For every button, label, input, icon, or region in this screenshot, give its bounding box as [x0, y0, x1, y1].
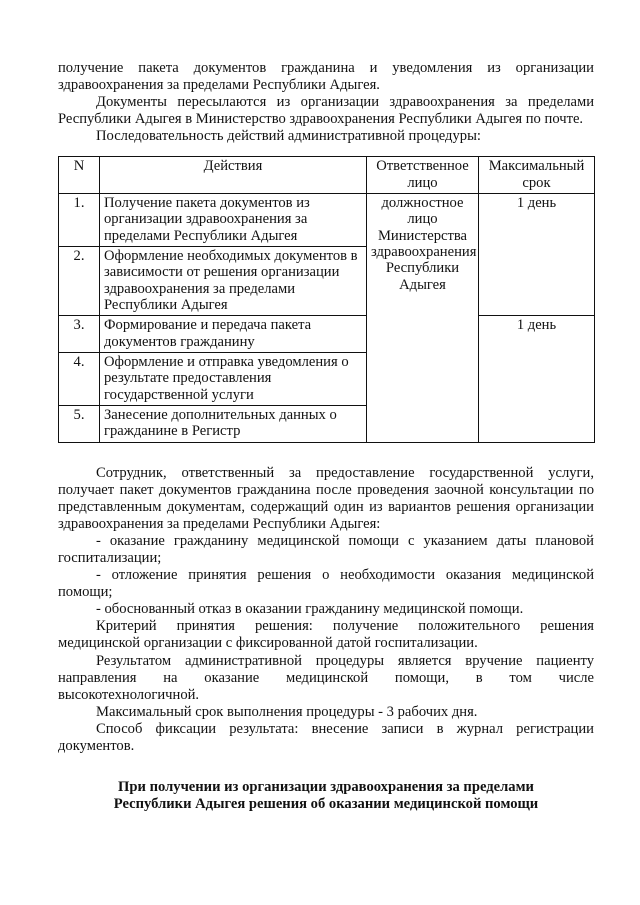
option-item: - отложение принятия решения о необходимости оказания медицинской помощи; [58, 567, 594, 601]
intro-paragraph-2-line-1: Документы пересылаются из организации здравоохранения за пределами [96, 94, 594, 111]
criterion-paragraph: Критерий принятия решения: получение положительного решения медицинской организации с фиксированной датой госпитализации. [58, 618, 594, 652]
row-number: 5. [59, 406, 100, 443]
table-header-row [59, 157, 595, 194]
row-number: 2. [59, 247, 100, 316]
section-title-line-2: Республики Адыгея решения об оказании медицинской помощи [113, 796, 539, 813]
intro-paragraph-2-line-2: Республики Адыгея в Министерство здравоохранения Республики Адыгея по почте. [58, 111, 584, 128]
employee-paragraph: Сотрудник, ответственный за предоставление государственной услуги, получает пакет документов гражданина после проведения заочной консультации по представленным документам, содержащий один из вариантов решения организации здравоохранения за пределами Республики Адыгея: [58, 464, 594, 532]
fixation-paragraph: Способ фиксации результата: внесение записи в журнал регистрации документов. [58, 720, 594, 754]
option-item: - обоснованный отказ в оказании гражданину медицинской помощи. [96, 601, 524, 618]
responsible-person-cell: должностное лицо Министерства здравоохранения Республики Адыгея [367, 194, 479, 443]
row-number: 3. [59, 316, 100, 353]
section-title [58, 779, 594, 814]
table-row [59, 316, 595, 353]
option-item: - оказание гражданину медицинской помощи с указанием даты плановой госпитализации; [58, 533, 594, 567]
row-action: Получение пакета документов из организации здравоохранения за пределами Республики Адыгея [100, 194, 367, 247]
result-paragraph-line-1: Результатом административной процедуры является вручение пациенту [96, 652, 594, 669]
row-action: Оформление и отправка уведомления о результате предоставления государственной услуги [100, 353, 367, 406]
row-term: 1 день [479, 194, 595, 316]
procedure-table [58, 156, 595, 443]
row-action: Оформление необходимых документов в зависимости от решения организации здравоохранения за пределами Республики Адыгея [100, 247, 367, 316]
max-term-paragraph: Максимальный срок выполнения процедуры - 3 рабочих дня. [96, 703, 478, 720]
intro-paragraph-1-line-2: здравоохранения за пределами Республики Адыгея. [58, 77, 380, 94]
table-row [59, 194, 595, 247]
row-action: Занесение дополнительных данных о гражданине в Регистр [100, 406, 367, 443]
result-paragraph-line-2: направления на оказание медицинской помощи, в том числе [58, 669, 594, 686]
header-term: Максимальный срок [479, 157, 595, 194]
document-page [58, 60, 594, 814]
header-responsible: Ответственное лицо [367, 157, 479, 194]
result-paragraph-line-3: высокотехнологичной. [58, 686, 200, 703]
intro-paragraph-1-line-1: получение пакета документов гражданина и уведомления из организации [58, 60, 594, 76]
row-action: Формирование и передача пакета документов гражданину [100, 316, 367, 353]
header-n: N [59, 157, 100, 194]
intro-paragraph-3: Последовательность действий административной процедуры: [96, 128, 481, 145]
row-number: 1. [59, 194, 100, 247]
section-title-line-1: При получении из организации здравоохранения за пределами [118, 778, 534, 795]
row-term: 1 день [479, 316, 595, 442]
row-number: 4. [59, 353, 100, 406]
header-actions: Действия [100, 157, 367, 194]
